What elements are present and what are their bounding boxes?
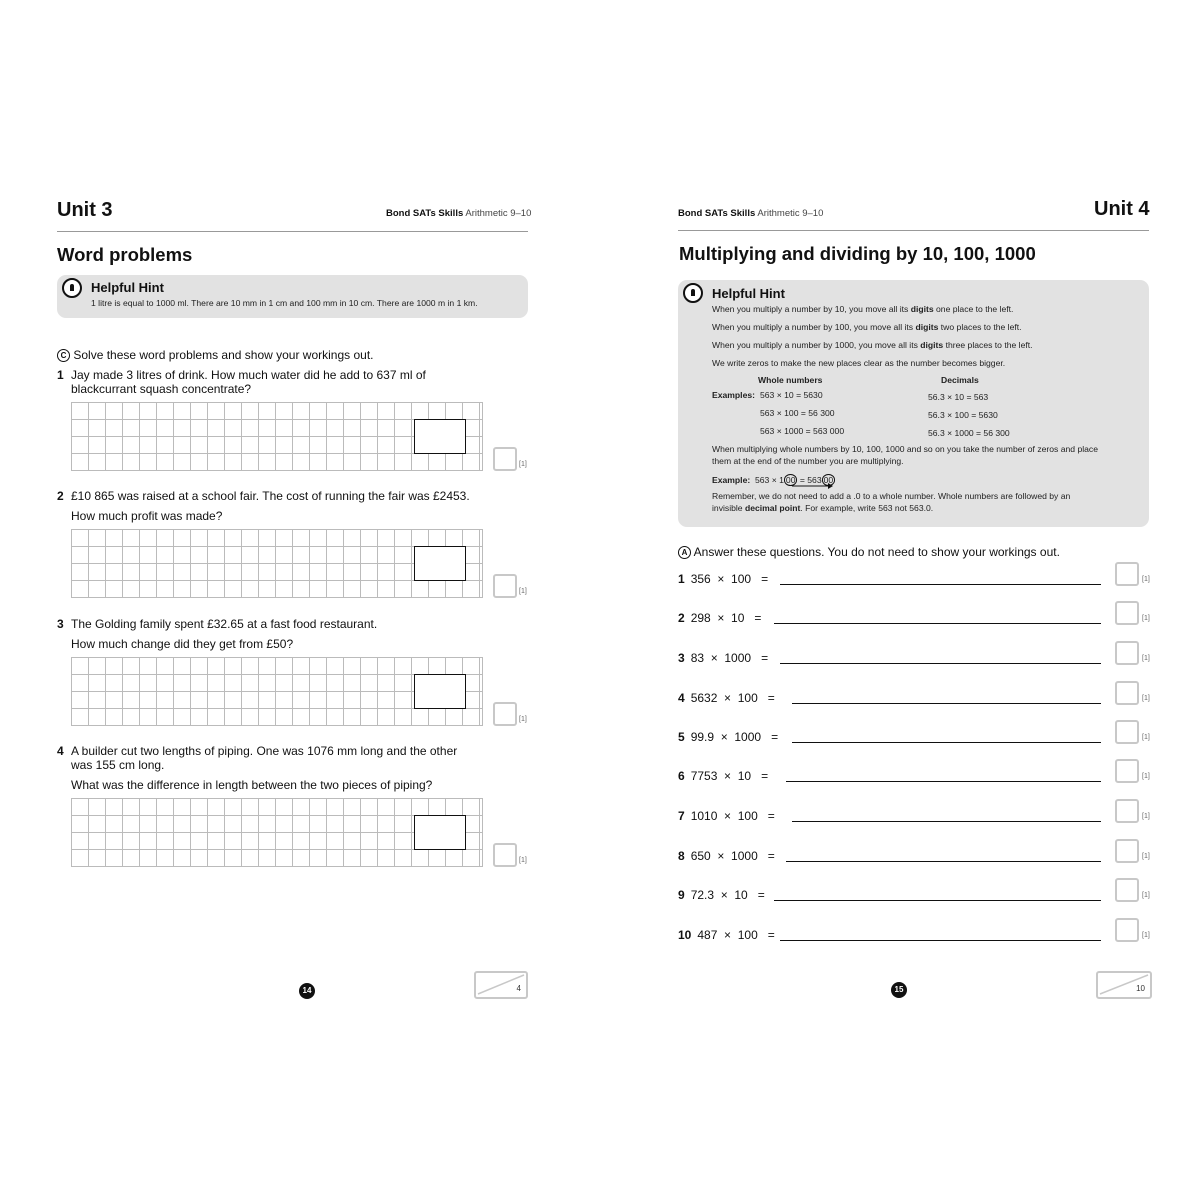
question-expression: 72.3 × 10 = [690, 888, 765, 902]
section-instruction: A Answer these questions. You do not need to show your workings out. [678, 545, 1060, 559]
decimal-example: 56.3 × 100 = 5630 [928, 410, 998, 420]
decimal-example: 56.3 × 10 = 563 [928, 392, 989, 402]
mark-label: [1] [1142, 734, 1150, 741]
question-number: 2 [678, 611, 685, 625]
answer-line[interactable] [792, 821, 1101, 822]
mark-box[interactable] [1115, 878, 1139, 902]
decimal-example: 56.3 × 1000 = 56 300 [928, 428, 1010, 438]
answer-box[interactable] [414, 674, 466, 709]
hint-title: Helpful Hint [712, 286, 785, 301]
mark-label: [1] [1142, 892, 1150, 899]
question-expression: 487 × 100 = [697, 928, 775, 942]
page-title: Word problems [57, 244, 193, 265]
question-row [678, 809, 775, 823]
mark-label: [1] [519, 588, 527, 595]
question-row [678, 651, 768, 665]
answer-box[interactable] [414, 815, 466, 850]
score-box [1096, 971, 1152, 999]
question-expression: 5632 × 100 = [690, 691, 775, 705]
mark-label: [1] [1142, 615, 1150, 622]
question-expression: 1010 × 100 = [690, 809, 775, 823]
question-number: 7 [678, 809, 685, 823]
page-number: 15 [891, 982, 907, 998]
mark-box[interactable] [1115, 681, 1139, 705]
hint-line: We write zeros to make the new places clear as the number becomes bigger. [712, 358, 1006, 368]
unit-title: Unit 4 [1094, 198, 1150, 220]
question-number: 9 [678, 888, 685, 902]
question-row [678, 888, 765, 902]
mark-label: [1] [1142, 813, 1150, 820]
question-expression: 83 × 1000 = [690, 651, 769, 665]
hint-line: When you multiply a number by 100, you move all its digits two places to the left. [712, 322, 1022, 332]
question-number: 4 [678, 691, 685, 705]
hint-text: 1 litre is equal to 1000 ml. There are 10 mm in 1 cm and 100 mm in 10 cm. There are 1000 m in 1 km. [91, 298, 478, 308]
answer-line[interactable] [780, 663, 1101, 664]
example-line: Example: 563 × 1 00 = 563 00 [712, 475, 834, 485]
answer-line[interactable] [780, 940, 1101, 941]
mark-label: [1] [1142, 853, 1150, 860]
page-number: 14 [299, 983, 315, 999]
score-box [474, 971, 528, 999]
hint-line: invisible decimal point. For example, write 563 not 563.0. [712, 503, 934, 513]
decimals-heading: Decimals [941, 375, 979, 385]
question-number: 3 [678, 651, 685, 665]
score-total: 4 [516, 984, 521, 993]
mark-label: [1] [1142, 655, 1150, 662]
question-expression: 99.9 × 1000 = [690, 730, 779, 744]
lightbulb-icon [683, 283, 703, 303]
whole-numbers-heading: Whole numbers [758, 375, 823, 385]
mark-label: [1] [519, 716, 527, 723]
hint-title: Helpful Hint [91, 280, 164, 295]
answer-line[interactable] [774, 623, 1101, 624]
lightbulb-icon [62, 278, 82, 298]
mark-box[interactable] [1115, 720, 1139, 744]
answer-line[interactable] [786, 861, 1101, 862]
question-row [678, 572, 768, 586]
mark-box[interactable] [1115, 562, 1139, 586]
arrow-icon [790, 482, 834, 490]
section-instruction: C Solve these word problems and show your workings out. [57, 348, 374, 362]
section-letter: A [678, 546, 691, 559]
question-4: 4 A builder cut two lengths of piping. One was 1076 mm long and the other was 155 cm long. What was the difference in length between the two pieces of piping? [57, 744, 458, 792]
question-expression: 7753 × 10 = [690, 769, 769, 783]
helpful-hint-box [57, 275, 528, 318]
header-rule [57, 231, 528, 232]
mark-box[interactable] [1115, 918, 1139, 942]
question-row [678, 730, 778, 744]
mark-label: [1] [519, 857, 527, 864]
mark-label: [1] [1142, 773, 1150, 780]
answer-line[interactable] [786, 781, 1101, 782]
answer-line[interactable] [792, 742, 1101, 743]
answer-box[interactable] [414, 546, 466, 581]
hint-line: When you multiply a number by 10, you move all its digits one place to the left. [712, 304, 1014, 314]
whole-example: 563 × 100 = 56 300 [760, 408, 835, 418]
question-1: 1 Jay made 3 litres of drink. How much water did he add to 637 ml of blackcurrant squash concentrate? [57, 368, 426, 396]
question-expression: 650 × 1000 = [690, 849, 775, 863]
whole-example: 563 × 10 = 5630 [760, 390, 823, 400]
question-2: 2 £10 865 was raised at a school fair. The cost of running the fair was £2453. How much profit was made? [57, 489, 470, 523]
question-row [678, 691, 775, 705]
page-title: Multiplying and dividing by 10, 100, 1000 [679, 243, 1036, 264]
answer-line[interactable] [780, 584, 1101, 585]
unit-title: Unit 3 [57, 199, 113, 221]
helpful-hint-box [678, 280, 1149, 527]
section-letter: C [57, 349, 70, 362]
hint-line: When multiplying whole numbers by 10, 100, 1000 and so on you take the number of zeros and place [712, 444, 1099, 454]
whole-example: 563 × 1000 = 563 000 [760, 426, 845, 436]
question-row [678, 849, 775, 863]
question-number: 1 [678, 572, 685, 586]
series-label: Bond SATs Skills Arithmetic 9–10 [386, 208, 532, 219]
mark-box[interactable] [1115, 759, 1139, 783]
mark-box[interactable] [493, 447, 517, 471]
question-row [678, 928, 775, 942]
answer-box[interactable] [414, 419, 466, 454]
answer-line[interactable] [774, 900, 1101, 901]
question-row [678, 611, 761, 625]
mark-box[interactable] [493, 702, 517, 726]
mark-label: [1] [1142, 932, 1150, 939]
mark-box[interactable] [493, 843, 517, 867]
question-row [678, 769, 768, 783]
question-number: 8 [678, 849, 685, 863]
question-expression: 298 × 10 = [690, 611, 762, 625]
question-number: 10 [678, 928, 692, 942]
hint-line: them at the end of the number you are multiplying. [712, 456, 904, 466]
mark-box[interactable] [1115, 641, 1139, 665]
mark-label: [1] [1142, 576, 1150, 583]
examples-label: Examples: [712, 390, 755, 400]
hint-line: When you multiply a number by 1000, you move all its digits three places to the left. [712, 340, 1033, 350]
question-number: 6 [678, 769, 685, 783]
question-expression: 356 × 100 = [690, 572, 769, 586]
mark-label: [1] [519, 461, 527, 468]
mark-box[interactable] [1115, 601, 1139, 625]
question-3: 3 The Golding family spent £32.65 at a fast food restaurant. How much change did they get from £50? [57, 617, 378, 651]
mark-box[interactable] [493, 574, 517, 598]
question-number: 5 [678, 730, 685, 744]
score-total: 10 [1136, 984, 1145, 993]
answer-line[interactable] [792, 703, 1101, 704]
hint-line: Remember, we do not need to add a .0 to a whole number. Whole numbers are followed by an [712, 491, 1071, 501]
mark-label: [1] [1142, 695, 1150, 702]
header-rule [678, 230, 1149, 231]
mark-box[interactable] [1115, 839, 1139, 863]
mark-box[interactable] [1115, 799, 1139, 823]
series-label: Bond SATs Skills Arithmetic 9–10 [678, 208, 824, 219]
